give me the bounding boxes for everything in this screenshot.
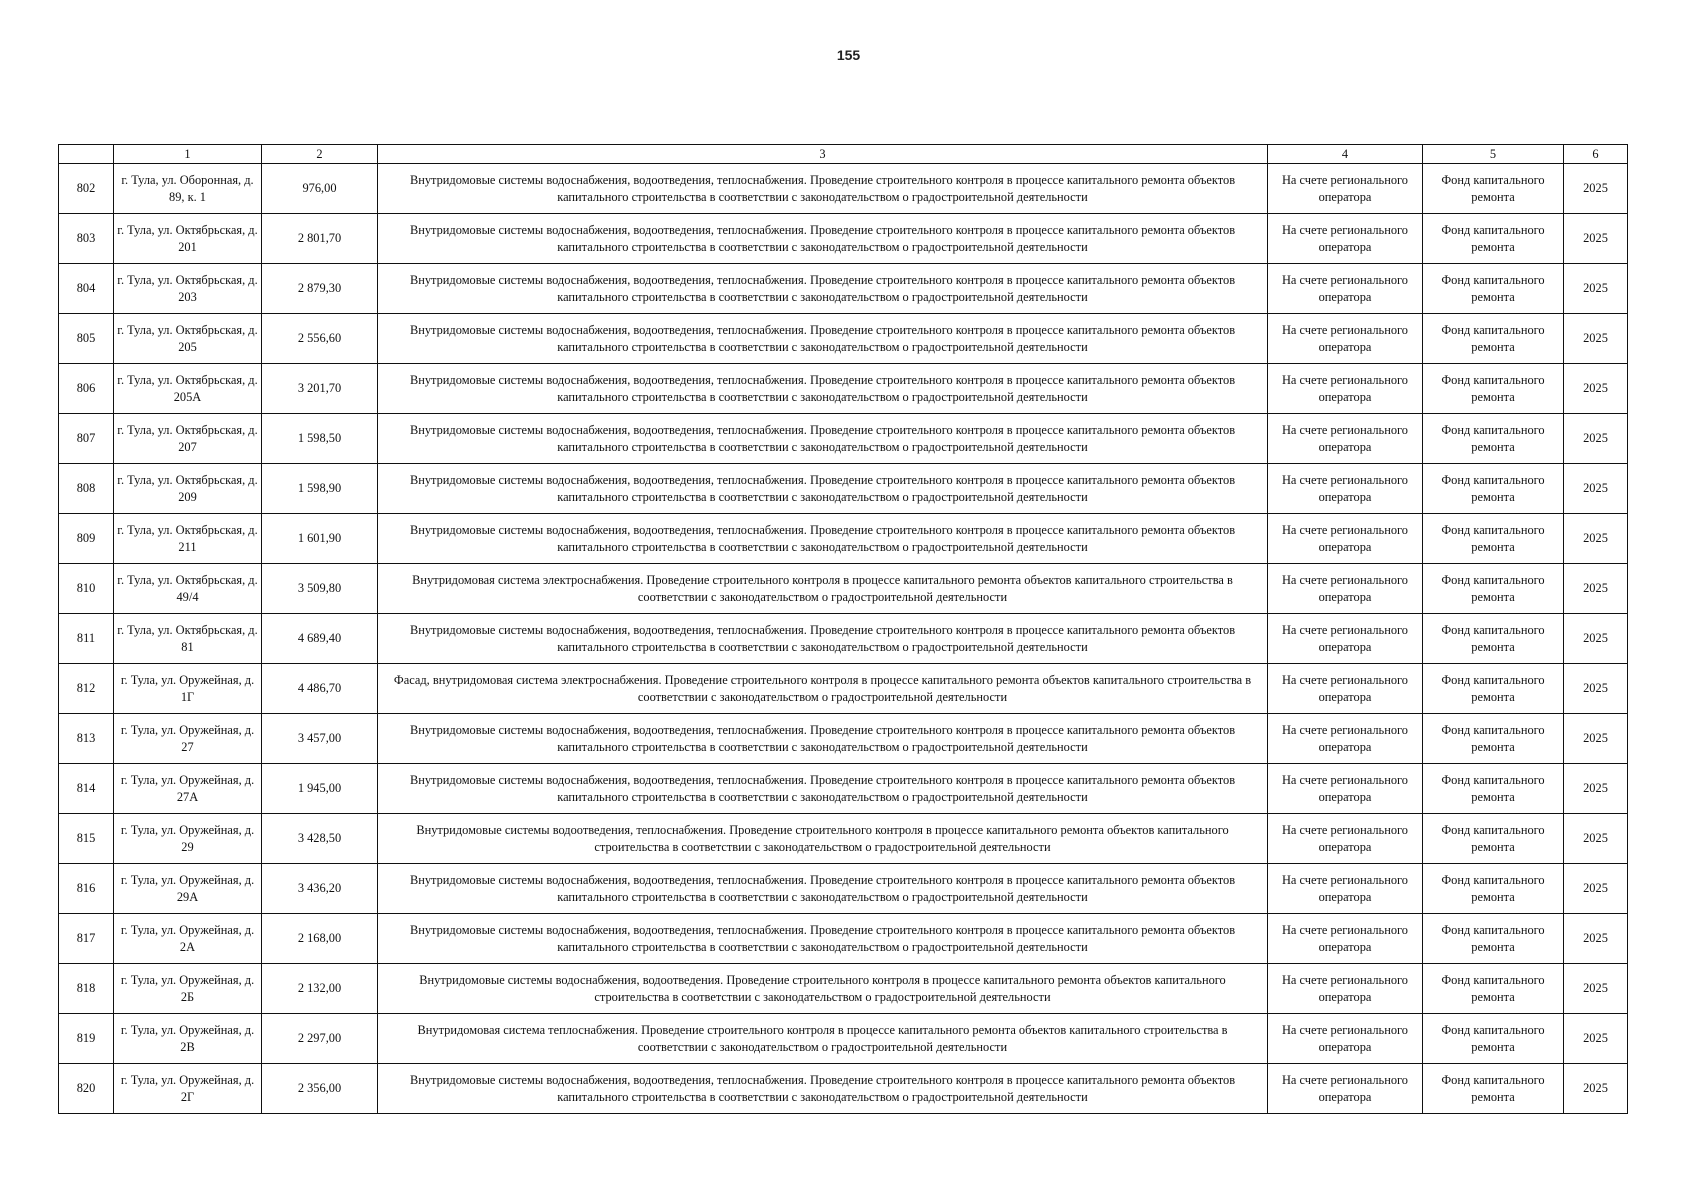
row-number-cell: 817 (59, 914, 114, 964)
header-cell-3: 3 (378, 145, 1268, 164)
account-type-cell: На счете регионального оператора (1268, 214, 1423, 264)
row-number-cell: 811 (59, 614, 114, 664)
year-cell: 2025 (1564, 164, 1628, 214)
row-number-cell: 809 (59, 514, 114, 564)
funding-source-cell: Фонд капитального ремонта (1423, 414, 1564, 464)
address-cell: г. Тула, ул. Оборонная, д. 89, к. 1 (114, 164, 262, 214)
work-description-cell: Внутридомовые системы водоснабжения, водоотведения, теплоснабжения. Проведение строительного контроля в процессе капитального ремонта объектов капитального строительства в соответствии с законодательством о градостроительной деятельности (378, 614, 1268, 664)
year-cell: 2025 (1564, 364, 1628, 414)
address-cell: г. Тула, ул. Оружейная, д. 2В (114, 1014, 262, 1064)
row-number-cell: 807 (59, 414, 114, 464)
work-description-cell: Внутридомовые системы водоснабжения, водоотведения, теплоснабжения. Проведение строительного контроля в процессе капитального ремонта объектов капитального строительства в соответствии с законодательством о градостроительной деятельности (378, 314, 1268, 364)
table-row (59, 1014, 1628, 1064)
account-type-cell: На счете регионального оператора (1268, 164, 1423, 214)
row-number-cell: 808 (59, 464, 114, 514)
year-cell: 2025 (1564, 464, 1628, 514)
work-description-cell: Внутридомовые системы водоснабжения, водоотведения, теплоснабжения. Проведение строительного контроля в процессе капитального ремонта объектов капитального строительства в соответствии с законодательством о градостроительной деятельности (378, 764, 1268, 814)
account-type-cell: На счете регионального оператора (1268, 364, 1423, 414)
address-cell: г. Тула, ул. Октябрьская, д. 207 (114, 414, 262, 464)
row-number-cell: 812 (59, 664, 114, 714)
area-cell: 4 486,70 (262, 664, 378, 714)
year-cell: 2025 (1564, 1064, 1628, 1114)
funding-source-cell: Фонд капитального ремонта (1423, 664, 1564, 714)
address-cell: г. Тула, ул. Оружейная, д. 27А (114, 764, 262, 814)
address-cell: г. Тула, ул. Октябрьская, д. 211 (114, 514, 262, 564)
work-description-cell: Внутридомовые системы водоснабжения, водоотведения, теплоснабжения. Проведение строительного контроля в процессе капитального ремонта объектов капитального строительства в соответствии с законодательством о градостроительной деятельности (378, 914, 1268, 964)
address-cell: г. Тула, ул. Оружейная, д. 27 (114, 714, 262, 764)
work-description-cell: Внутридомовые системы водоснабжения, водоотведения, теплоснабжения. Проведение строительного контроля в процессе капитального ремонта объектов капитального строительства в соответствии с законодательством о градостроительной деятельности (378, 1064, 1268, 1114)
address-cell: г. Тула, ул. Октябрьская, д. 81 (114, 614, 262, 664)
row-number-cell: 818 (59, 964, 114, 1014)
year-cell: 2025 (1564, 864, 1628, 914)
header-cell-num (59, 145, 114, 164)
work-description-cell: Внутридомовые системы водоснабжения, водоотведения, теплоснабжения. Проведение строительного контроля в процессе капитального ремонта объектов капитального строительства в соответствии с законодательством о градостроительной деятельности (378, 414, 1268, 464)
account-type-cell: На счете регионального оператора (1268, 914, 1423, 964)
table-row (59, 364, 1628, 414)
address-cell: г. Тула, ул. Октябрьская, д. 209 (114, 464, 262, 514)
work-description-cell: Внутридомовые системы водоснабжения, водоотведения, теплоснабжения. Проведение строительного контроля в процессе капитального ремонта объектов капитального строительства в соответствии с законодательством о градостроительной деятельности (378, 164, 1268, 214)
funding-source-cell: Фонд капитального ремонта (1423, 914, 1564, 964)
account-type-cell: На счете регионального оператора (1268, 514, 1423, 564)
area-cell: 976,00 (262, 164, 378, 214)
work-description-cell: Внутридомовые системы водоснабжения, водоотведения, теплоснабжения. Проведение строительного контроля в процессе капитального ремонта объектов капитального строительства в соответствии с законодательством о градостроительной деятельности (378, 264, 1268, 314)
header-cell-4: 4 (1268, 145, 1423, 164)
work-description-cell: Внутридомовые системы водоснабжения, водоотведения. Проведение строительного контроля в процессе капитального ремонта объектов капитального строительства в соответствии с законодательством о градостроительной деятельности (378, 964, 1268, 1014)
funding-source-cell: Фонд капитального ремонта (1423, 364, 1564, 414)
account-type-cell: На счете регионального оператора (1268, 564, 1423, 614)
row-number-cell: 820 (59, 1064, 114, 1114)
table-row (59, 864, 1628, 914)
row-number-cell: 810 (59, 564, 114, 614)
area-cell: 2 132,00 (262, 964, 378, 1014)
year-cell: 2025 (1564, 314, 1628, 364)
account-type-cell: На счете регионального оператора (1268, 1064, 1423, 1114)
table-row (59, 314, 1628, 364)
table-row (59, 614, 1628, 664)
table-body (59, 164, 1628, 1114)
header-cell-2: 2 (262, 145, 378, 164)
header-cell-5: 5 (1423, 145, 1564, 164)
year-cell: 2025 (1564, 414, 1628, 464)
row-number-cell: 805 (59, 314, 114, 364)
account-type-cell: На счете регионального оператора (1268, 814, 1423, 864)
row-number-cell: 813 (59, 714, 114, 764)
address-cell: г. Тула, ул. Октябрьская, д. 205А (114, 364, 262, 414)
row-number-cell: 802 (59, 164, 114, 214)
work-description-cell: Внутридомовые системы водоснабжения, водоотведения, теплоснабжения. Проведение строительного контроля в процессе капитального ремонта объектов капитального строительства в соответствии с законодательством о градостроительной деятельности (378, 864, 1268, 914)
year-cell: 2025 (1564, 564, 1628, 614)
funding-source-cell: Фонд капитального ремонта (1423, 314, 1564, 364)
funding-source-cell: Фонд капитального ремонта (1423, 764, 1564, 814)
account-type-cell: На счете регионального оператора (1268, 864, 1423, 914)
address-cell: г. Тула, ул. Оружейная, д. 2А (114, 914, 262, 964)
area-cell: 2 879,30 (262, 264, 378, 314)
account-type-cell: На счете регионального оператора (1268, 664, 1423, 714)
table-row (59, 964, 1628, 1014)
address-cell: г. Тула, ул. Оружейная, д. 1Г (114, 664, 262, 714)
capital-repair-table (58, 144, 1628, 1114)
funding-source-cell: Фонд капитального ремонта (1423, 814, 1564, 864)
work-description-cell: Внутридомовые системы водоотведения, теплоснабжения. Проведение строительного контроля в процессе капитального ремонта объектов капитального строительства в соответствии с законодательством о градостроительной деятельности (378, 814, 1268, 864)
funding-source-cell: Фонд капитального ремонта (1423, 564, 1564, 614)
year-cell: 2025 (1564, 714, 1628, 764)
table-row (59, 464, 1628, 514)
work-description-cell: Внутридомовые системы водоснабжения, водоотведения, теплоснабжения. Проведение строительного контроля в процессе капитального ремонта объектов капитального строительства в соответствии с законодательством о градостроительной деятельности (378, 514, 1268, 564)
area-cell: 2 168,00 (262, 914, 378, 964)
table-row (59, 164, 1628, 214)
funding-source-cell: Фонд капитального ремонта (1423, 964, 1564, 1014)
address-cell: г. Тула, ул. Октябрьская, д. 203 (114, 264, 262, 314)
table-row (59, 214, 1628, 264)
area-cell: 1 601,90 (262, 514, 378, 564)
funding-source-cell: Фонд капитального ремонта (1423, 514, 1564, 564)
account-type-cell: На счете регионального оператора (1268, 1014, 1423, 1064)
account-type-cell: На счете регионального оператора (1268, 264, 1423, 314)
address-cell: г. Тула, ул. Октябрьская, д. 49/4 (114, 564, 262, 614)
area-cell: 2 356,00 (262, 1064, 378, 1114)
area-cell: 3 436,20 (262, 864, 378, 914)
funding-source-cell: Фонд капитального ремонта (1423, 464, 1564, 514)
table-row (59, 264, 1628, 314)
header-row (59, 145, 1628, 164)
row-number-cell: 803 (59, 214, 114, 264)
area-cell: 3 457,00 (262, 714, 378, 764)
work-description-cell: Внутридомовые системы водоснабжения, водоотведения, теплоснабжения. Проведение строительного контроля в процессе капитального ремонта объектов капитального строительства в соответствии с законодательством о градостроительной деятельности (378, 464, 1268, 514)
work-description-cell: Внутридомовая система теплоснабжения. Проведение строительного контроля в процессе капитального ремонта объектов капитального строительства в соответствии с законодательством о градостроительной деятельности (378, 1014, 1268, 1064)
area-cell: 4 689,40 (262, 614, 378, 664)
year-cell: 2025 (1564, 814, 1628, 864)
area-cell: 2 297,00 (262, 1014, 378, 1064)
year-cell: 2025 (1564, 1014, 1628, 1064)
table-row (59, 914, 1628, 964)
area-cell: 1 598,50 (262, 414, 378, 464)
work-description-cell: Внутридомовые системы водоснабжения, водоотведения, теплоснабжения. Проведение строительного контроля в процессе капитального ремонта объектов капитального строительства в соответствии с законодательством о градостроительной деятельности (378, 214, 1268, 264)
account-type-cell: На счете регионального оператора (1268, 614, 1423, 664)
work-description-cell: Внутридомовая система электроснабжения. Проведение строительного контроля в процессе капитального ремонта объектов капитального строительства в соответствии с законодательством о градостроительной деятельности (378, 564, 1268, 614)
area-cell: 2 801,70 (262, 214, 378, 264)
row-number-cell: 804 (59, 264, 114, 314)
area-cell: 3 509,80 (262, 564, 378, 614)
address-cell: г. Тула, ул. Октябрьская, д. 205 (114, 314, 262, 364)
area-cell: 1 598,90 (262, 464, 378, 514)
funding-source-cell: Фонд капитального ремонта (1423, 1064, 1564, 1114)
area-cell: 2 556,60 (262, 314, 378, 364)
year-cell: 2025 (1564, 614, 1628, 664)
account-type-cell: На счете регионального оператора (1268, 414, 1423, 464)
year-cell: 2025 (1564, 664, 1628, 714)
area-cell: 1 945,00 (262, 764, 378, 814)
funding-source-cell: Фонд капитального ремонта (1423, 864, 1564, 914)
funding-source-cell: Фонд капитального ремонта (1423, 614, 1564, 664)
work-description-cell: Фасад, внутридомовая система электроснабжения. Проведение строительного контроля в процессе капитального ремонта объектов капитального строительства в соответствии с законодательством о градостроительной деятельности (378, 664, 1268, 714)
table-row (59, 564, 1628, 614)
funding-source-cell: Фонд капитального ремонта (1423, 264, 1564, 314)
funding-source-cell: Фонд капитального ремонта (1423, 714, 1564, 764)
work-description-cell: Внутридомовые системы водоснабжения, водоотведения, теплоснабжения. Проведение строительного контроля в процессе капитального ремонта объектов капитального строительства в соответствии с законодательством о градостроительной деятельности (378, 364, 1268, 414)
area-cell: 3 428,50 (262, 814, 378, 864)
address-cell: г. Тула, ул. Октябрьская, д. 201 (114, 214, 262, 264)
account-type-cell: На счете регионального оператора (1268, 964, 1423, 1014)
account-type-cell: На счете регионального оператора (1268, 314, 1423, 364)
year-cell: 2025 (1564, 964, 1628, 1014)
header-cell-1: 1 (114, 145, 262, 164)
table-row (59, 414, 1628, 464)
table-row (59, 814, 1628, 864)
year-cell: 2025 (1564, 264, 1628, 314)
row-number-cell: 814 (59, 764, 114, 814)
account-type-cell: На счете регионального оператора (1268, 764, 1423, 814)
year-cell: 2025 (1564, 514, 1628, 564)
funding-source-cell: Фонд капитального ремонта (1423, 164, 1564, 214)
funding-source-cell: Фонд капитального ремонта (1423, 214, 1564, 264)
account-type-cell: На счете регионального оператора (1268, 464, 1423, 514)
work-description-cell: Внутридомовые системы водоснабжения, водоотведения, теплоснабжения. Проведение строительного контроля в процессе капитального ремонта объектов капитального строительства в соответствии с законодательством о градостроительной деятельности (378, 714, 1268, 764)
table-row (59, 1064, 1628, 1114)
row-number-cell: 815 (59, 814, 114, 864)
address-cell: г. Тула, ул. Оружейная, д. 29 (114, 814, 262, 864)
table-row (59, 714, 1628, 764)
row-number-cell: 806 (59, 364, 114, 414)
row-number-cell: 819 (59, 1014, 114, 1064)
area-cell: 3 201,70 (262, 364, 378, 414)
address-cell: г. Тула, ул. Оружейная, д. 2Б (114, 964, 262, 1014)
page-number: 155 (836, 47, 861, 63)
row-number-cell: 816 (59, 864, 114, 914)
year-cell: 2025 (1564, 914, 1628, 964)
table-row (59, 664, 1628, 714)
funding-source-cell: Фонд капитального ремонта (1423, 1014, 1564, 1064)
year-cell: 2025 (1564, 764, 1628, 814)
address-cell: г. Тула, ул. Оружейная, д. 29А (114, 864, 262, 914)
address-cell: г. Тула, ул. Оружейная, д. 2Г (114, 1064, 262, 1114)
table-row (59, 764, 1628, 814)
header-cell-6: 6 (1564, 145, 1628, 164)
account-type-cell: На счете регионального оператора (1268, 714, 1423, 764)
year-cell: 2025 (1564, 214, 1628, 264)
table-row (59, 514, 1628, 564)
